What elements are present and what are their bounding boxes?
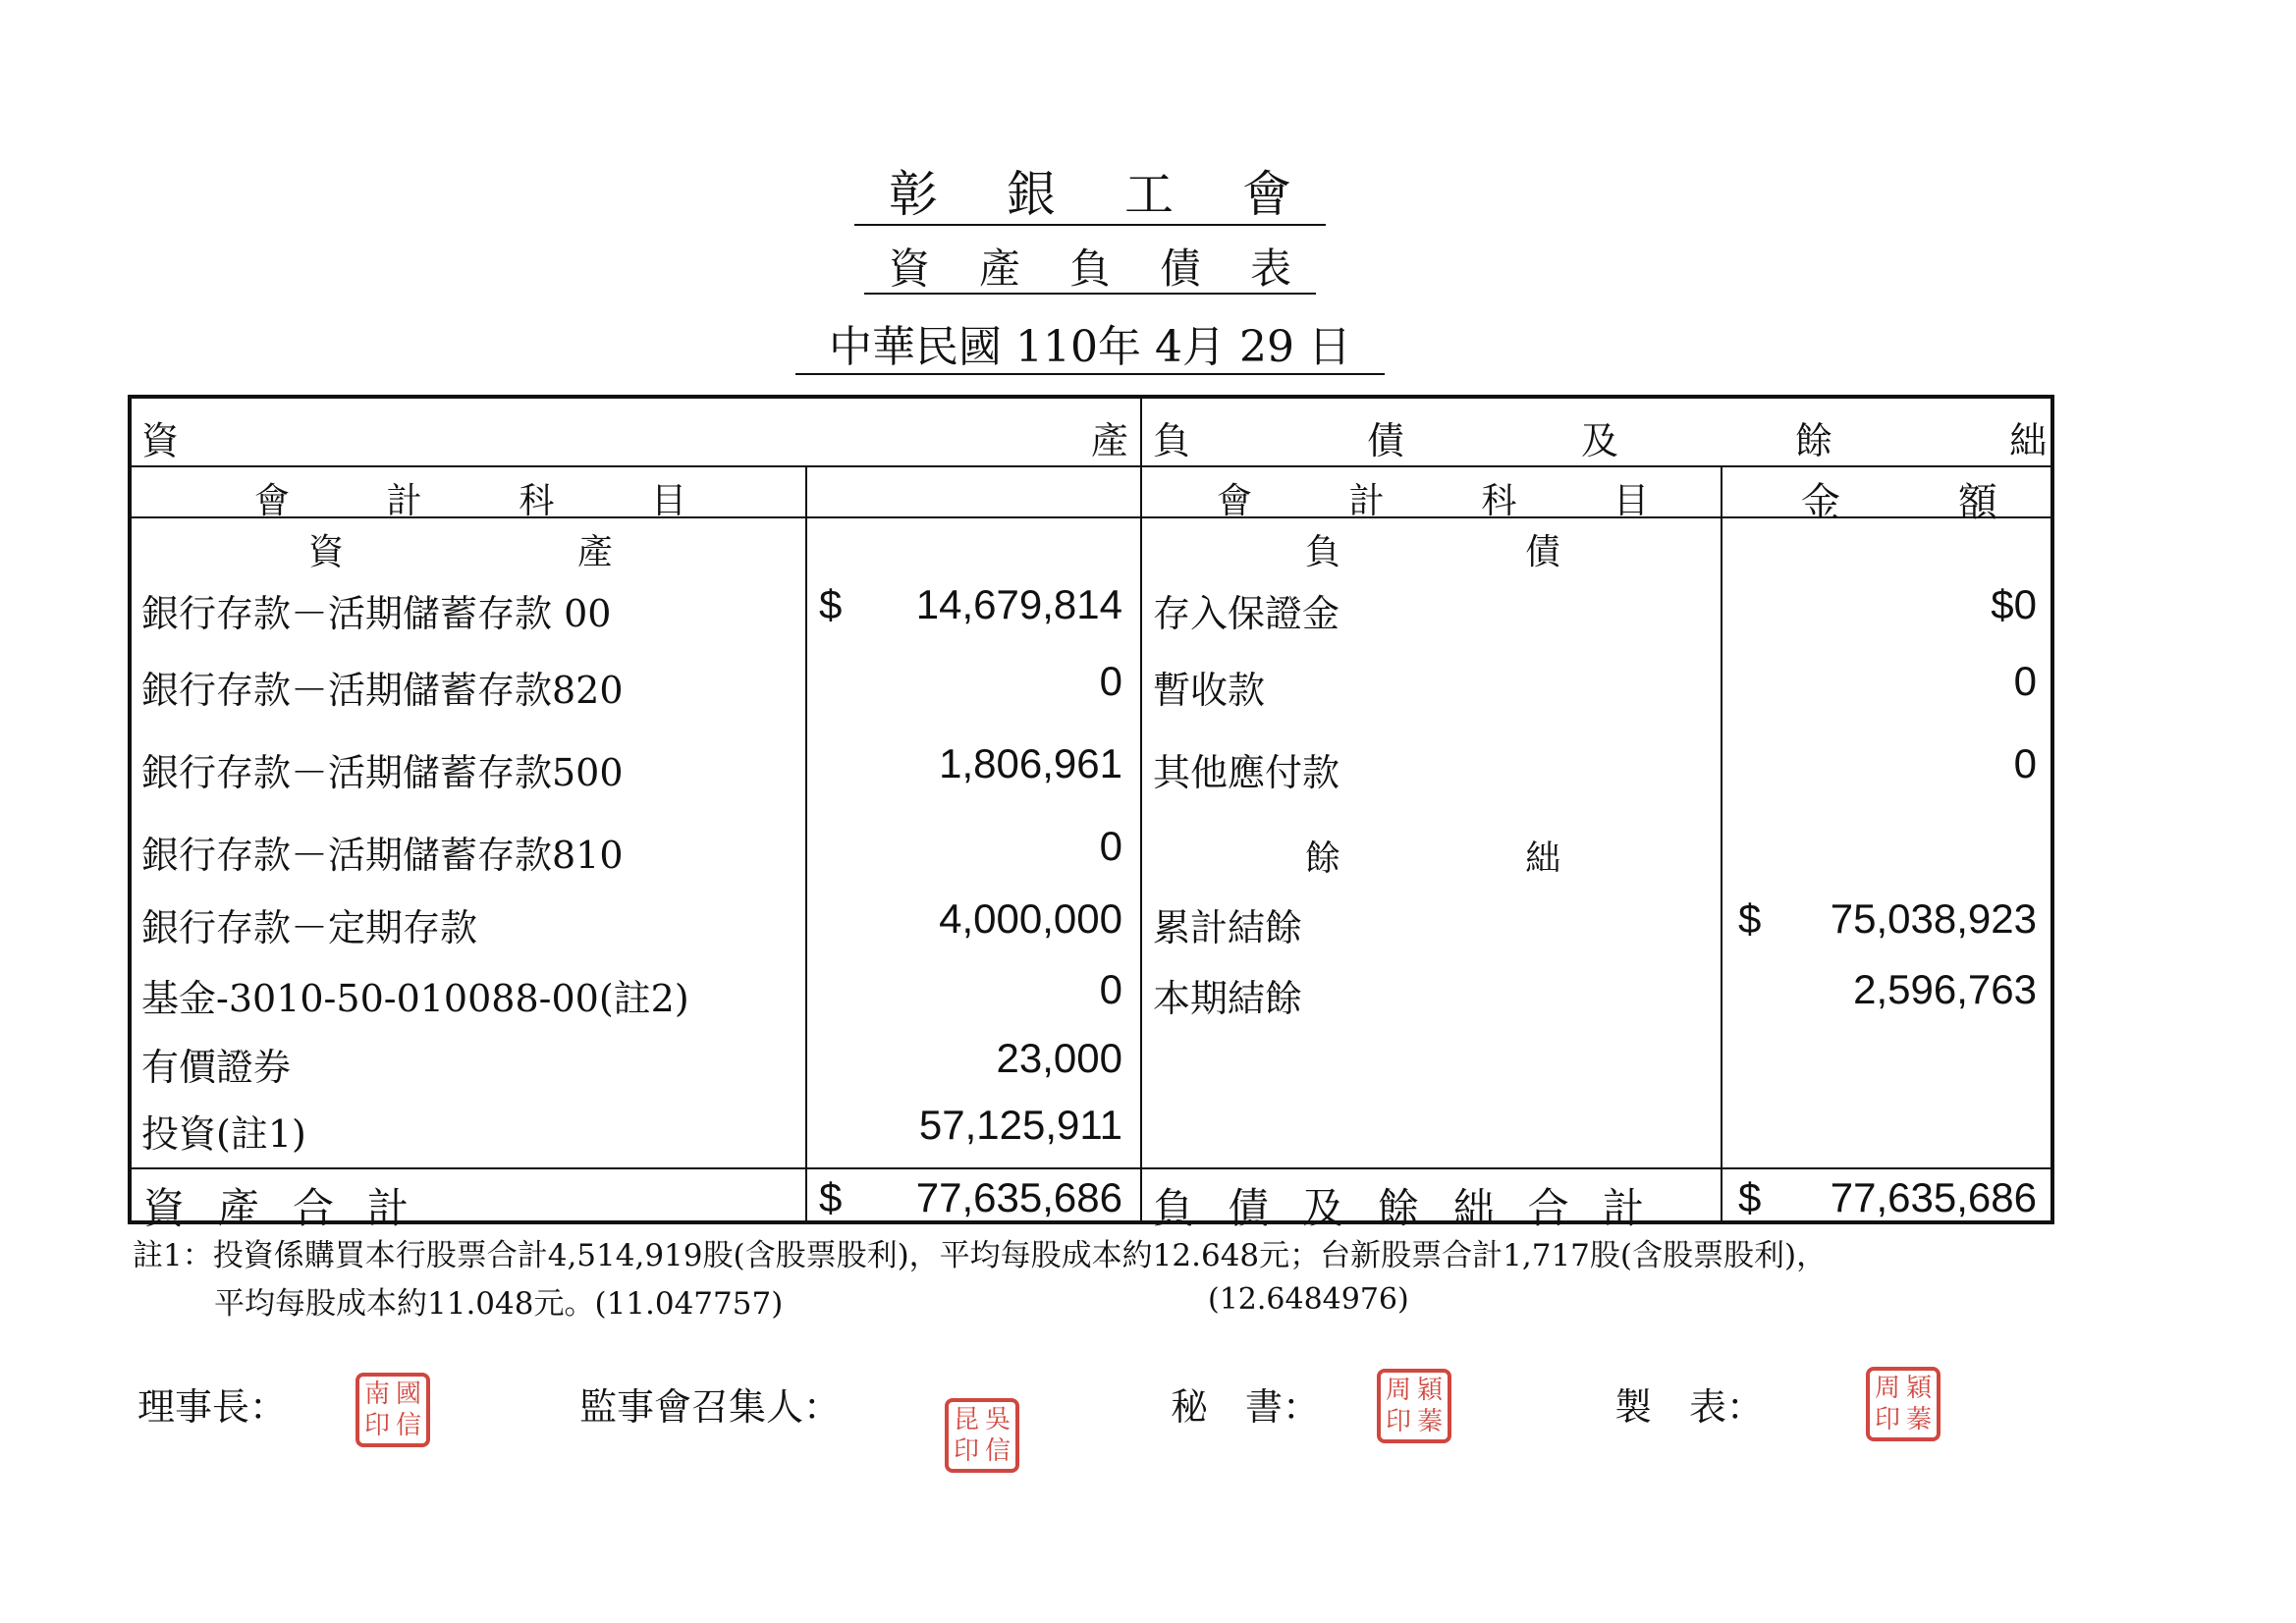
asset-row-name: 銀行存款－活期儲蓄存款820 [141,669,624,712]
note-line-2: 平均每股成本約11.048元。(11.047757) [214,1286,784,1322]
assets-total-label-char: 產 [217,1184,259,1232]
asset-row-name: 有價證券 [141,1046,292,1089]
liabilities-section-title-char: 債 [1366,419,1404,462]
liability-row-name: 其他應付款 [1153,751,1340,794]
col-amount-char: 金 [1801,480,1840,525]
document-title-char: 產 [978,244,1020,293]
preparer-label: 製 表： [1614,1385,1765,1429]
divider-assets-liabilities [1140,399,1142,1220]
supervisor-label: 監事會召集人： [579,1385,842,1429]
liability-row-amount: 75,038,923 [1830,895,2037,942]
liability-row-name: 存入保證金 [1153,592,1340,635]
assets-total-value: 77,635,686 [915,1174,1122,1220]
col-subject-left [254,473,686,523]
document-title [864,245,1316,295]
chairman-seal-icon [355,1373,430,1447]
seal-char: 周 [1385,1376,1411,1405]
assets-heading [308,524,613,574]
asset-row-amount: 23,000 [996,1035,1122,1081]
secretary-label: 秘 書： [1171,1385,1321,1429]
seal-char: 穎 [1416,1376,1443,1405]
liabilities-section-title-char: 絀 [2008,419,2047,462]
surplus-heading-char: 餘 [1305,839,1341,879]
divider-liab-amount [1721,465,1722,1220]
secretary-seal-icon [1377,1369,1451,1443]
liabilities-section-title-char: 負 [1153,419,1191,462]
document-title-char: 債 [1159,244,1201,293]
seal-char: 信 [395,1411,421,1440]
liab-total-value: 77,635,686 [1830,1174,2037,1220]
note-line-1: 註1：投資係購買本行股票合計4,514,919股(含股票股利)，平均每股成本約12.648元；台新股票合計1,717股(含股票股利)， [133,1238,1828,1273]
col-subject-right [1217,473,1649,523]
seal-char: 昆 [953,1405,979,1434]
col-amount [1801,471,1997,527]
liab-total-label-char: 債 [1228,1184,1270,1232]
divider-asset-amount [805,465,807,1220]
assets-section-title-char: 資 [141,419,180,462]
liab-total-label-char: 計 [1602,1184,1644,1232]
liab-total-label-char: 負 [1153,1184,1195,1232]
asset-row-name: 銀行存款－活期儲蓄存款 00 [141,592,612,635]
asset-row-currency: $ [819,581,843,627]
asset-row-amount: 4,000,000 [939,895,1122,942]
liabilities-section-title-char: 餘 [1794,419,1832,462]
liability-row-amount: 2,596,763 [1853,966,2037,1012]
col-subject-left-char: 會 [254,481,291,521]
seal-char: 印 [1874,1405,1900,1434]
col-subject-left-char: 科 [519,481,555,521]
liab-total-label-char: 絀 [1452,1184,1495,1232]
asset-row-amount: 0 [1099,658,1122,704]
asset-row-name: 投資(註1) [141,1112,306,1156]
seal-char: 印 [363,1411,390,1440]
note-line-2-extra: (12.6484976) [1208,1282,1409,1317]
report-date [795,322,1385,375]
seal-char: 蓁 [1905,1405,1932,1434]
liab-total-currency: $ [1738,1174,1762,1220]
asset-row-name: 基金-3010-50-010088-00(註2) [141,977,689,1020]
col-subject-right-char: 會 [1217,481,1253,521]
liabilities-heading-char: 債 [1524,532,1560,572]
asset-row-name: 銀行存款－活期儲蓄存款810 [141,834,624,877]
col-subject-left-char: 計 [386,481,422,521]
liability-row-currency: $ [1738,895,1762,942]
asset-row-name: 銀行存款－定期存款 [141,906,478,949]
seal-char: 印 [1385,1407,1411,1436]
assets-total-label [143,1176,409,1235]
balance-sheet-table [128,395,2054,1232]
asset-row-name: 銀行存款－活期儲蓄存款500 [141,751,624,794]
assets-section-title [141,410,1128,464]
col-subject-right-char: 計 [1348,481,1385,521]
document-title-char: 表 [1249,244,1291,293]
seal-char: 信 [984,1436,1011,1466]
surplus-heading [1305,831,1560,881]
organization-title-char: 工 [1124,166,1174,223]
asset-row-amount: 14,679,814 [915,581,1122,627]
organization-title-char: 銀 [1007,166,1056,223]
seal-char: 穎 [1905,1374,1932,1403]
asset-row-amount: 0 [1099,823,1122,869]
document-title-char: 資 [888,244,930,293]
assets-total-label-char: 計 [366,1184,409,1232]
liab-total-label-char: 合 [1527,1184,1569,1232]
liab-total-label-char: 餘 [1377,1184,1419,1232]
col-subject-right-char: 科 [1481,481,1517,521]
assets-section-title-char: 產 [1090,419,1128,462]
document-title-text [864,245,1316,295]
seal-char: 印 [953,1436,979,1466]
col-amount-char: 額 [1958,480,1997,525]
assets-total-currency: $ [819,1174,843,1220]
liabilities-heading [1305,524,1560,574]
col-subject-left-char: 目 [650,481,686,521]
organization-title-char: 會 [1242,166,1291,223]
seal-char: 周 [1874,1374,1900,1403]
assets-heading-char: 資 [308,532,345,572]
assets-total-label-char: 資 [143,1184,186,1232]
liabilities-heading-char: 負 [1305,532,1341,572]
assets-total-label-char: 合 [292,1184,334,1232]
divider-total [132,1167,2050,1169]
organization-title-text [854,167,1326,226]
liability-row-name: 本期結餘 [1153,977,1303,1020]
seal-char: 南 [363,1380,390,1409]
liab-total-label-char: 及 [1302,1184,1344,1232]
liability-row-name: 累計結餘 [1153,906,1303,949]
seal-char: 蓁 [1416,1407,1443,1436]
liab-total-label [1153,1176,1644,1235]
preparer-seal-icon [1866,1367,1941,1441]
assets-heading-char: 產 [576,532,613,572]
asset-row-amount: 0 [1099,966,1122,1012]
liabilities-section-title [1153,410,2047,464]
liability-row-amount: $0 [1991,581,2037,627]
surplus-heading-char: 絀 [1524,839,1560,879]
report-date-text: 中華民國 110年 4月 29 日 [795,323,1385,375]
supervisor-seal-icon [945,1398,1019,1473]
liability-row-amount: 0 [2013,658,2037,704]
asset-row-amount: 57,125,911 [918,1102,1122,1148]
asset-row-amount: 1,806,961 [939,740,1122,786]
liabilities-section-title-char: 及 [1580,419,1618,462]
document-title-char: 負 [1068,244,1111,293]
seal-char: 國 [395,1380,421,1409]
organization-title-char: 彰 [889,166,938,223]
liability-row-name: 暫收款 [1153,669,1266,712]
chairman-label: 理事長： [137,1385,288,1429]
liability-row-amount: 0 [2013,740,2037,786]
seal-char: 吳 [984,1405,1011,1434]
col-subject-right-char: 目 [1613,481,1649,521]
divider-header-top [132,465,2050,467]
organization-title [854,167,1326,226]
